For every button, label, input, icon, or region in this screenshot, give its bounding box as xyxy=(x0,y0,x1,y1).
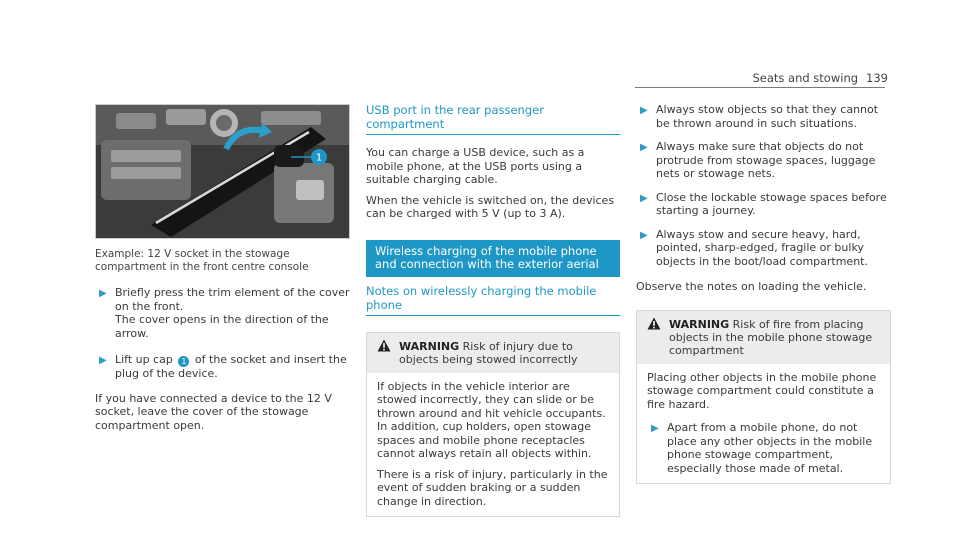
usb-para-2: When the vehicle is switched on, the devices can be charged with 5 V (up to 3 A). xyxy=(366,193,615,220)
list-item: ▶ Always make sure that objects do not protrude from stowage spaces, luggage nets or stowage nets. xyxy=(640,140,876,180)
wireless-section-bar: Wireless charging of the mobile phone and connection with the exterior aerial xyxy=(366,240,620,277)
column-3 xyxy=(636,103,891,484)
warning-step: ▶ Apart from a mobile phone, do not place any other objects in the mobile phone stowage compartment, especially those made of metal. xyxy=(651,421,873,475)
step-1-text: Briefly press the trim element of the cover on the front. xyxy=(115,286,350,313)
step-2 xyxy=(95,353,350,381)
warning-para-1: Placing other objects in the mobile phone stowage compartment could constitute a fire hazard. xyxy=(647,370,877,411)
image-callout: 1 xyxy=(315,152,323,164)
observe-note: Observe the notes on loading the vehicle. xyxy=(636,280,867,293)
header-rule xyxy=(635,87,885,88)
warning-box xyxy=(366,332,620,518)
arrow-right-icon: ▶ xyxy=(99,288,107,299)
notes-title: Notes on wirelessly charging the mobile phone xyxy=(366,284,620,316)
column-2 xyxy=(366,103,620,517)
warning-box xyxy=(636,310,891,485)
warning-icon xyxy=(647,317,661,330)
arrow-right-icon: ▶ xyxy=(640,229,648,241)
warning-para-1: If objects in the vehicle interior are stowed incorrectly, they can slide or be thrown around and hit vehicle occupants. In addition, cup holders, open stowage spaces and mobile phone receptacles cannot always retain all objects within. xyxy=(377,379,606,460)
arrow-right-icon: ▶ xyxy=(651,423,659,434)
console-illustration xyxy=(96,105,350,239)
page-number: 139 xyxy=(866,71,888,85)
warning-para-2: There is a risk of injury, particularly in the event of sudden braking or a sudden change in direction. xyxy=(377,467,608,508)
warning-label: WARNING xyxy=(399,339,460,353)
step-2-post: of the socket and insert the plug of the device. xyxy=(115,353,347,380)
warning-body xyxy=(367,373,619,517)
warning-header xyxy=(367,333,619,373)
image-caption: Example: 12 V socket in the stowage compartment in the front centre console xyxy=(95,248,309,273)
warning-title: Risk of injury due to objects being stowed incorrectly xyxy=(399,339,578,366)
list-item: ▶ Always stow and secure heavy, hard, pointed, sharp-edged, fragile or bulky objects in the boot/load compartment. xyxy=(640,227,868,268)
arrow-right-icon: ▶ xyxy=(640,142,648,153)
arrow-right-icon: ▶ xyxy=(640,192,648,204)
step-1 xyxy=(95,286,350,340)
warning-header xyxy=(637,311,890,364)
step-2-pre: Lift up cap xyxy=(115,353,173,366)
section-name: Seats and stowing xyxy=(752,71,859,85)
callout-badge: 1 xyxy=(178,356,189,367)
arrow-right-icon: ▶ xyxy=(99,355,107,366)
console-photo xyxy=(95,104,350,239)
warning-body xyxy=(637,364,890,484)
page-header xyxy=(752,71,888,85)
arrow-right-icon: ▶ xyxy=(640,105,648,116)
safety-steps xyxy=(636,103,891,268)
column-1 xyxy=(95,104,350,432)
warning-title: Risk of fire from placing objects in the mobile phone stowage compartment xyxy=(669,317,873,357)
usb-section-title: USB port in the rear passenger compartment xyxy=(366,103,620,135)
usb-para-1: You can charge a USB device, such as a mobile phone, at the USB ports using a suitable charging cable. xyxy=(366,146,585,186)
socket-note: If you have connected a device to the 12 V socket, leave the cover of the stowage compartment open. xyxy=(95,391,332,432)
step-1-result: The cover opens in the direction of the arrow. xyxy=(115,313,329,340)
list-item: ▶ Close the lockable stowage spaces before starting a journey. xyxy=(640,190,887,217)
list-item: ▶ Always stow objects so that they cannot be thrown around in such situations. xyxy=(640,103,879,130)
warning-icon xyxy=(377,339,391,352)
warning-label: WARNING xyxy=(669,317,730,331)
